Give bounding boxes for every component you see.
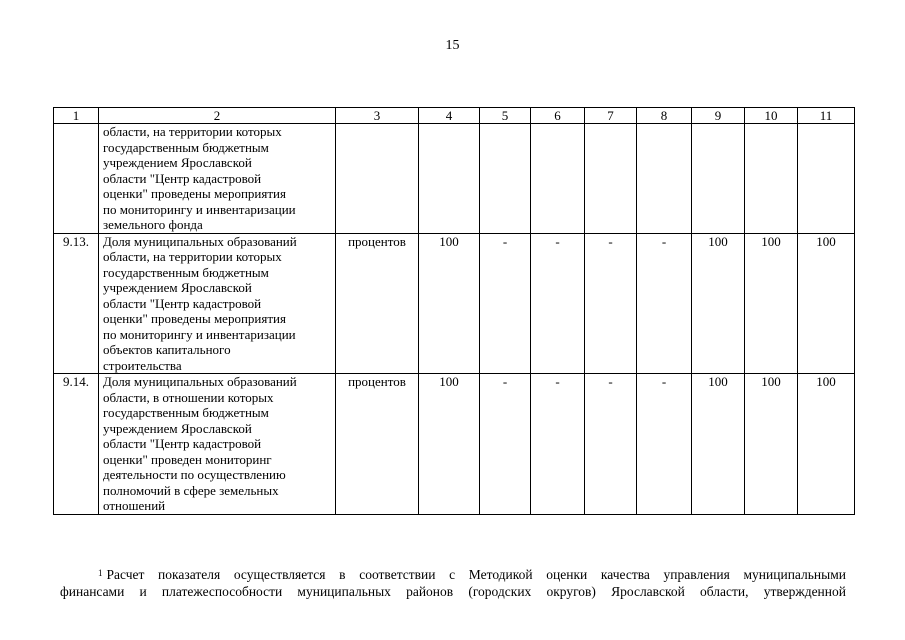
indicator-line: государственным бюджетным [103,405,269,420]
unit-cell [336,124,419,234]
table-row [54,233,855,374]
value-cell: - [480,233,531,374]
indicator-line: оценки" проведен мониторинг [103,451,272,467]
value-cell: 100 [745,374,798,515]
column-header: 3 [336,108,419,124]
indicator-line: оценки" проведены мероприятия [103,311,286,326]
indicator-line: области, на территории которых [103,124,282,139]
table-row [54,124,855,234]
footnote-line [60,566,846,583]
column-header: 8 [637,108,692,124]
indicator-line: по мониторингу и инвентаризации [103,326,296,342]
value-cell: - [480,374,531,515]
value-cell: - [585,374,637,515]
indicator-line: области, на территории которых [103,249,282,264]
value-cell: - [585,233,637,374]
value-cell: 100 [798,233,855,374]
row-number [54,124,99,234]
value-cell: - [531,374,585,515]
indicator-name [99,124,336,234]
indicator-line: области, в отношении которых [103,389,274,405]
value-cell: 100 [419,374,480,515]
indicator-line: деятельности по осуществлению [103,467,286,482]
indicator-line: учреждением Ярославской [103,420,252,436]
footnote-marker: 1 [98,568,103,578]
column-header: 7 [585,108,637,124]
indicator-line: Доля муниципальных образований [103,374,297,389]
indicator-line: области "Центр кадастровой [103,295,262,311]
row-number: 9.14. [54,374,99,515]
column-header: 6 [531,108,585,124]
column-header: 1 [54,108,99,124]
column-header: 9 [692,108,745,124]
value-cell: - [531,233,585,374]
indicator-line: земельного фонда [103,217,203,232]
value-cell: 100 [419,233,480,374]
column-header: 10 [745,108,798,124]
value-cell: 100 [692,374,745,515]
indicator-line: отношений [103,498,166,513]
indicator-line: области "Центр кадастровой [103,436,262,451]
value-cell [480,124,531,234]
indicators-table [53,107,855,515]
value-cell: 100 [798,374,855,515]
indicator-line: области "Центр кадастровой [103,170,262,186]
footnote [60,566,846,600]
page-number: 15 [445,38,460,53]
indicator-line: Доля муниципальных образований [103,233,297,249]
column-header: 4 [419,108,480,124]
indicator-line: учреждением Ярославской [103,280,252,295]
value-cell [637,124,692,234]
footnote-line: финансами и платежеспособности муниципальных районов (городских округов) Ярославской области, утвержденной [60,584,846,599]
indicator-line: объектов капитального [103,342,231,357]
table-row [54,374,855,515]
value-cell [798,124,855,234]
indicator-line: оценки" проведены мероприятия [103,186,286,201]
value-cell: 100 [692,233,745,374]
value-cell: 100 [745,233,798,374]
unit-cell: процентов [336,233,419,374]
indicator-line: учреждением Ярославской [103,155,252,170]
indicator-line: полномочий в сфере земельных [103,482,279,498]
value-cell [419,124,480,234]
indicator-line: по мониторингу и инвентаризации [103,201,296,217]
table-header-row [54,108,855,124]
value-cell [585,124,637,234]
column-header: 2 [99,108,336,124]
value-cell: - [637,374,692,515]
column-header: 5 [480,108,531,124]
unit-cell: процентов [336,374,419,515]
value-cell [692,124,745,234]
value-cell [745,124,798,234]
row-number: 9.13. [54,233,99,374]
column-header: 11 [798,108,855,124]
indicator-line: государственным бюджетным [103,264,269,280]
value-cell: - [637,233,692,374]
indicator-line: строительства [103,357,182,373]
footnote-text: Расчет показателя осуществляется в соответствии с Методикой оценки качества управления муниципальными [106,567,846,582]
indicator-name [99,233,336,374]
indicator-name [99,374,336,515]
indicator-line: государственным бюджетным [103,139,269,155]
value-cell [531,124,585,234]
